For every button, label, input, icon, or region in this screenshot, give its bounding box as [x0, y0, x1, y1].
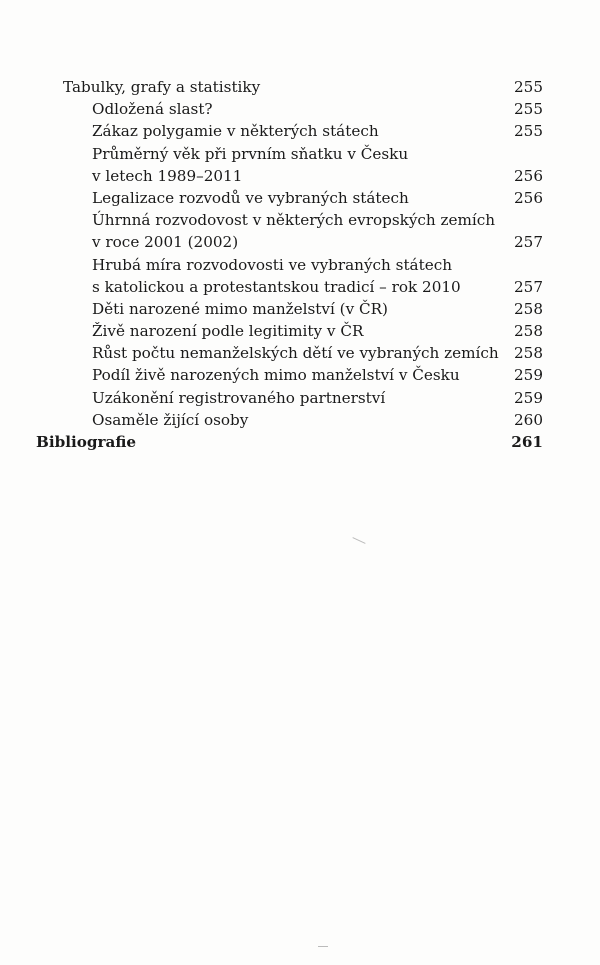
toc-entry-title: Úhrnná rozvodovost v některých evropských zemích — [92, 211, 496, 230]
toc-page-number: 258 — [514, 322, 543, 341]
toc-entry — [0, 98, 600, 120]
toc-page-number: 255 — [514, 78, 543, 96]
toc-entry-title: Průměrný věk při prvním sňatku v Česku — [92, 144, 409, 163]
toc-entry-title: v letech 1989–2011 — [92, 166, 243, 185]
toc-entry-title: Uzákonění registrovaného partnerství — [92, 388, 386, 407]
toc-page-number: 258 — [514, 299, 543, 318]
toc-entry — [0, 187, 600, 209]
toc-entry — [0, 298, 600, 320]
toc-entry-title: Odložená slast? — [92, 100, 213, 119]
toc-page-number: 257 — [514, 277, 543, 296]
toc-entry-title: Podíl živě narozených mimo manželství v Česku — [92, 366, 460, 385]
toc-entry-title: Bibliografie — [36, 433, 137, 451]
toc-entry — [0, 120, 600, 142]
toc-page-number: 256 — [514, 166, 543, 185]
toc-entry — [0, 254, 600, 298]
toc-entry — [0, 76, 600, 98]
table-of-contents — [0, 76, 600, 453]
toc-page-number: 259 — [514, 388, 543, 407]
toc-page-number: 261 — [511, 433, 543, 451]
toc-entry — [0, 143, 600, 187]
toc-entry-title: Tabulky, grafy a statistiky — [63, 78, 261, 96]
toc-entry — [0, 320, 600, 342]
toc-page-number: 260 — [514, 410, 543, 429]
toc-entry — [0, 209, 600, 253]
toc-chapter — [0, 431, 600, 453]
toc-entry-title: Zákaz polygamie v některých státech — [92, 122, 379, 141]
toc-entry-title: Legalizace rozvodů ve vybraných státech — [92, 188, 409, 207]
toc-entry — [0, 342, 600, 364]
toc-page-number: 256 — [514, 188, 543, 207]
toc-entry — [0, 387, 600, 409]
toc-entry-title: Děti narozené mimo manželství (v ČR) — [92, 299, 388, 318]
toc-entry-title: Růst počtu nemanželských dětí ve vybraných zemích — [92, 344, 499, 363]
toc-entry-title: v roce 2001 (2002) — [92, 233, 239, 252]
toc-page-number: 259 — [514, 366, 543, 385]
toc-entry — [0, 364, 600, 386]
toc-entry-title: Osaměle žijící osoby — [92, 410, 249, 429]
scan-speck — [318, 946, 328, 947]
toc-entry — [0, 409, 600, 431]
scan-speck — [352, 537, 365, 544]
toc-page-number: 258 — [514, 344, 543, 363]
toc-page-number: 257 — [514, 233, 543, 252]
toc-page-number: 255 — [514, 100, 543, 119]
toc-entry-title: s katolickou a protestantskou tradicí – rok 2010 — [92, 277, 461, 296]
toc-page-number: 255 — [514, 122, 543, 141]
toc-entry-title: Živě narození podle legitimity v ČR — [92, 322, 364, 341]
toc-entry-title: Hrubá míra rozvodovosti ve vybraných státech — [92, 255, 452, 274]
